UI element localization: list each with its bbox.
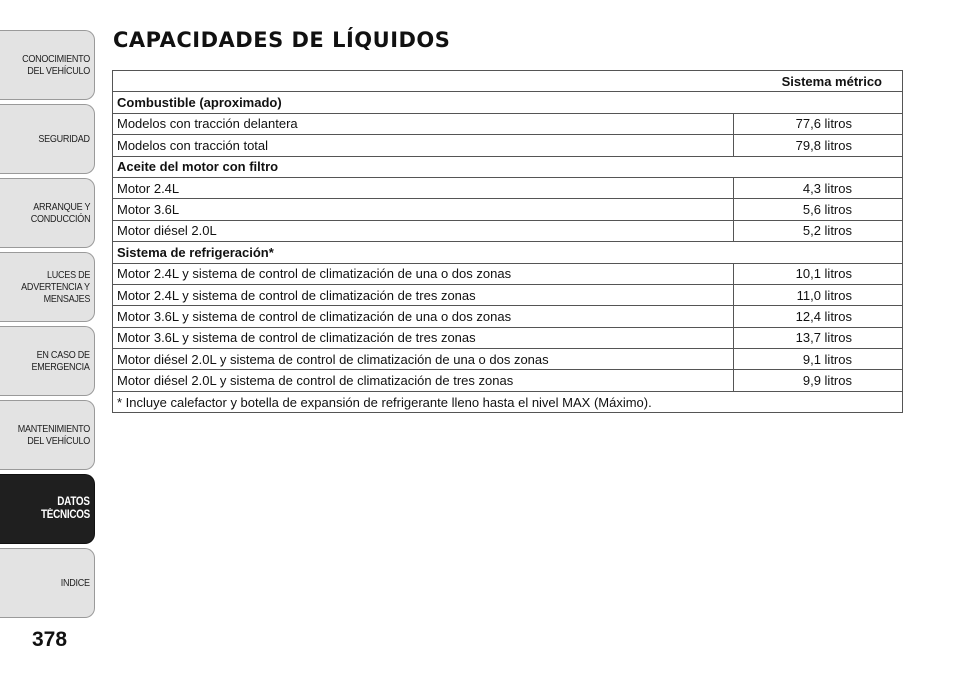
tab-label-line: ARRANQUE Y [33,201,90,213]
footnote-row [113,391,903,412]
row-value: 11,0 litros [734,284,903,305]
table-row [113,370,903,391]
row-label: Motor 3.6L y sistema de control de climatización de tres zonas [113,327,734,348]
table-header-row [113,71,903,92]
table-row [113,327,903,348]
fluid-capacities-table [112,70,903,413]
tab-label-line: EN CASO DE [36,349,90,361]
row-label: Motor 3.6L y sistema de control de climatización de una o dos zonas [113,306,734,327]
table-row [113,263,903,284]
tab-conocimiento-del-vehiculo[interactable] [0,30,95,100]
row-value: 5,6 litros [734,199,903,220]
section-heading: Aceite del motor con filtro [113,156,903,177]
table-row [113,284,903,305]
row-label: Motor diésel 2.0L y sistema de control de climatización de tres zonas [113,370,734,391]
tab-label-line: ADVERTENCIA Y [21,281,90,293]
row-value: 10,1 litros [734,263,903,284]
tab-label-line: DEL VEHÍCULO [27,435,90,447]
table-row [113,349,903,370]
row-label: Modelos con tracción total [113,135,734,156]
row-label: Motor diésel 2.0L y sistema de control de climatización de una o dos zonas [113,349,734,370]
section-heading: Combustible (aproximado) [113,92,903,113]
row-label: Motor 2.4L [113,177,734,198]
table-row [113,135,903,156]
tab-label-line: DEL VEHÍCULO [27,65,90,77]
section-heading-row [113,242,903,263]
row-label: Motor 2.4L y sistema de control de climatización de tres zonas [113,284,734,305]
tab-label-line: MANTENIMIENTO [17,423,90,435]
section-heading-row [113,156,903,177]
row-value: 79,8 litros [734,135,903,156]
tab-label-line: CONOCIMIENTO [22,53,90,65]
tab-luces-de-advertencia[interactable] [0,252,95,322]
tab-label-line: EMERGENCIA [31,361,90,373]
table-row [113,113,903,134]
row-value: 4,3 litros [734,177,903,198]
row-value: 12,4 litros [734,306,903,327]
tab-label-line: LUCES DE [46,269,90,281]
tab-mantenimiento-del-vehiculo[interactable] [0,400,95,470]
tab-label-line: INDICE [60,577,90,589]
row-label: Motor 3.6L [113,199,734,220]
footnote: * Incluye calefactor y botella de expansión de refrigerante lleno hasta el nivel MAX (Máximo). [113,391,903,412]
row-value: 77,6 litros [734,113,903,134]
row-label: Motor 2.4L y sistema de control de climatización de una o dos zonas [113,263,734,284]
tab-seguridad[interactable] [0,104,95,174]
tab-label-line: TÉCNICOS [40,509,90,521]
row-label: Modelos con tracción delantera [113,113,734,134]
units-header: Sistema métrico [113,71,903,92]
tab-arranque-y-conduccion[interactable] [0,178,95,248]
tab-label-line: DATOS [57,496,90,508]
tab-datos-tecnicos[interactable] [0,474,95,544]
page-number: 378 [32,628,68,651]
row-value: 13,7 litros [734,327,903,348]
tab-label-line: CONDUCCIÓN [30,213,90,225]
tab-label-line: MENSAJES [43,293,90,305]
table-row [113,177,903,198]
row-value: 9,1 litros [734,349,903,370]
row-value: 9,9 litros [734,370,903,391]
tab-en-caso-de-emergencia[interactable] [0,326,95,396]
table-row [113,306,903,327]
section-heading: Sistema de refrigeración* [113,242,903,263]
tab-label-line: SEGURIDAD [38,133,90,145]
table-row [113,220,903,241]
table-row [113,199,903,220]
page-title: CAPACIDADES DE LÍQUIDOS [113,28,451,52]
tab-indice[interactable] [0,548,95,618]
section-heading-row [113,92,903,113]
row-value: 5,2 litros [734,220,903,241]
row-label: Motor diésel 2.0L [113,220,734,241]
